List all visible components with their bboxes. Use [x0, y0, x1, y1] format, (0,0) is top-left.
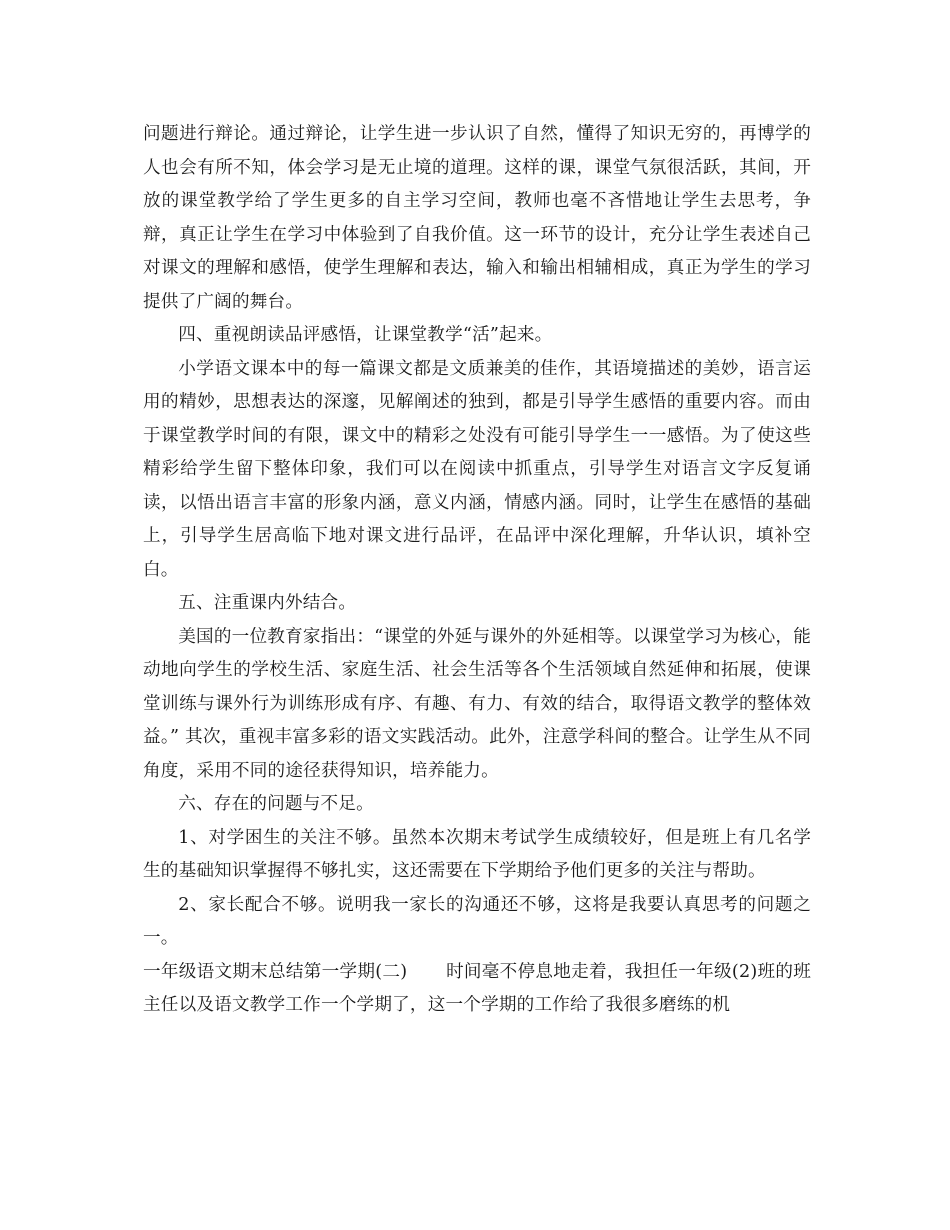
- section-title: 一年级语文期末总结第一学期(二): [143, 961, 408, 982]
- heading-section-five: 五、注重课内外结合。: [178, 593, 357, 613]
- paragraph-problem-one: 1、对学困生的关注不够。虽然本次期末考试学生成绩较好，但是班上有几名学生的基础知识掌握得不够扎实，这还需要在下学期给予他们更多的关注与帮助。: [143, 827, 811, 881]
- document-body: [143, 118, 811, 1023]
- section-body: 时间毫不停息地走着，我担任一年级(2)班的班主任以及语文教学工作一个学期了，这一个学期的工作给了我很多磨练的机: [143, 961, 811, 1015]
- paragraph-inside-outside-class: 美国的一位教育家指出：“课堂的外延与课外的外延相等。以课堂学习为核心，能动地向学生的学校生活、家庭生活、社会生活等各个生活领域自然延伸和拓展，使课堂训练与课外行为训练形成有序、有趣、有力、有效的结合，取得语文教学的整体效益。” 其次，重视丰富多彩的语文实践活动。此外，注意学科间的整合。让学生从不同角度，采用不同的途径获得知识，培养能力。: [143, 626, 811, 781]
- paragraph-reading-appreciation: 小学语文课本中的每一篇课文都是文质兼美的佳作，其语境描述的美妙，语言运用的精妙，思想表达的深邃，见解阐述的独到，都是引导学生感悟的重要内容。而由于课堂教学时间的有限，课文中的精彩之处没有可能引导学生一一感悟。为了使这些精彩给学生留下整体印象，我们可以在阅读中抓重点，引导学生对语言文字反复诵读，以悟出语言丰富的形象内涵，意义内涵，情感内涵。同时，让学生在感悟的基础上，引导学生居高临下地对课文进行品评，在品评中深化理解，升华认识，填补空白。: [143, 358, 811, 580]
- paragraph-problem-two: 2、家长配合不够。说明我一家长的沟通还不够，这将是我要认真思考的问题之一。: [143, 894, 811, 948]
- paragraph-debate-continuation: 问题进行辩论。通过辩论，让学生进一步认识了自然，懂得了知识无穷的，再博学的人也会有所不知，体会学习是无止境的道理。这样的课，课堂气氛很活跃，其间，开放的课堂教学给了学生更多的自主学习空间，教师也毫不吝惜地让学生去思考，争辩，真正让学生在学习中体验到了自我价值。这一环节的设计，充分让学生表述自己对课文的理解和感悟，使学生理解和表达，输入和输出相辅相成，真正为学生的学习提供了广阔的舞台。: [143, 124, 811, 312]
- section-two-block: [143, 956, 811, 1023]
- heading-section-four: 四、重视朗读品评感悟，让课堂教学“活”起来。: [178, 325, 553, 345]
- heading-section-six: 六、存在的问题与不足。: [178, 794, 374, 814]
